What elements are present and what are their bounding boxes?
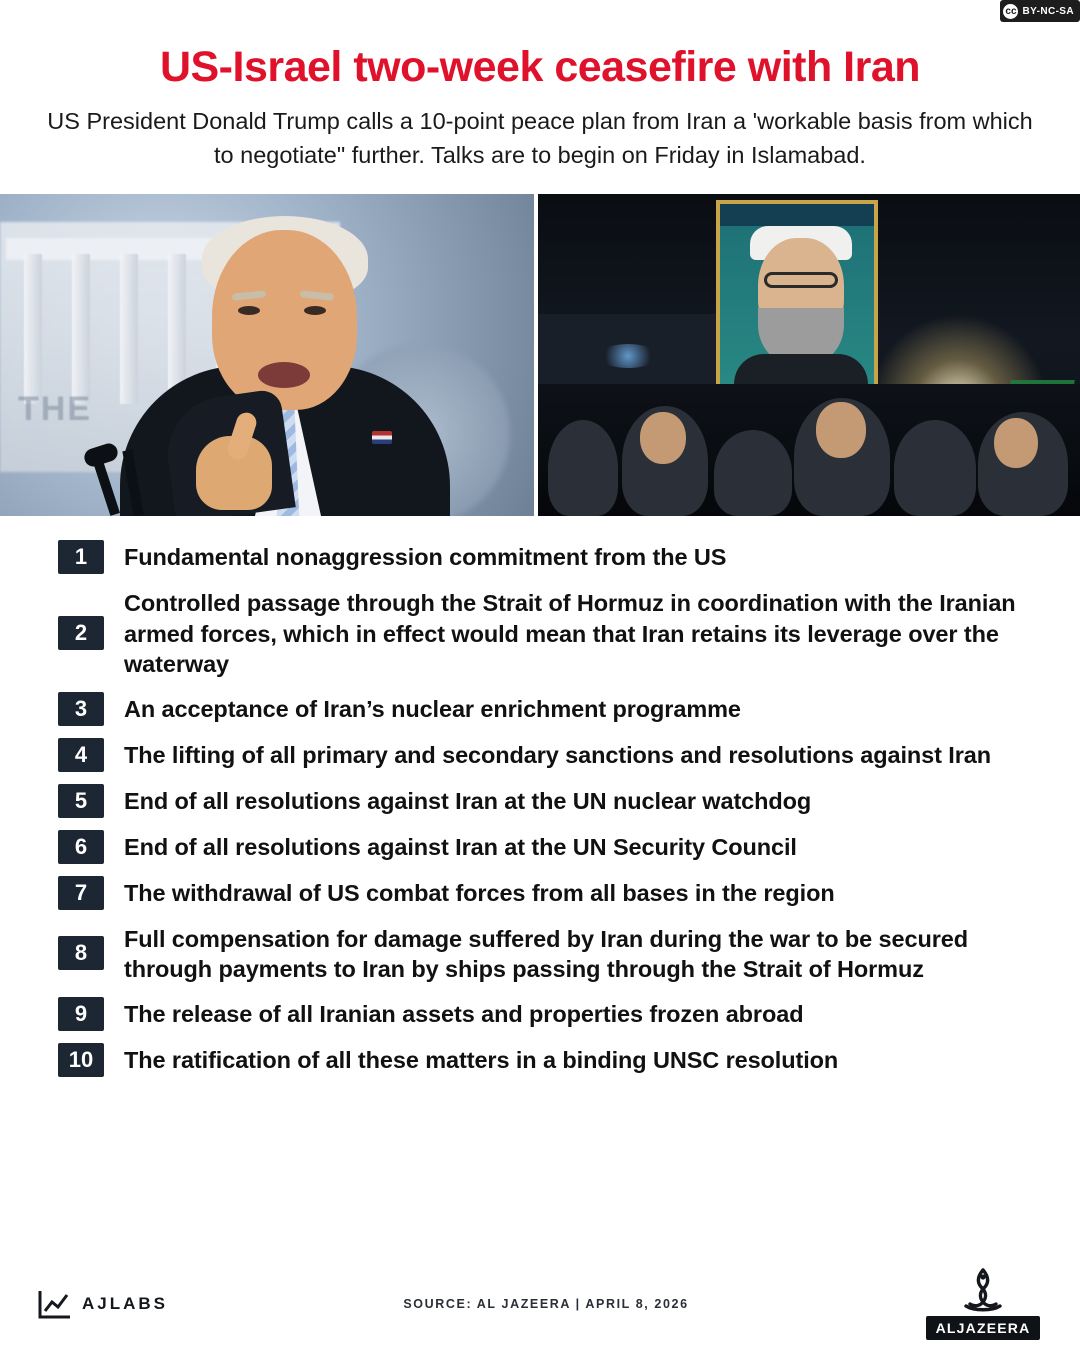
trump-press-conference-photo [0,194,534,516]
crowd-face [640,412,686,464]
point-text: Full compensation for damage suffered by Iran during the war to be secured through payments to Iran by ships passing through the Strait of Hormuz [124,925,968,983]
street-light-blue [598,344,658,368]
poster-header-band [720,204,874,226]
facade-lettering: THE [18,390,92,429]
list-item [58,830,1052,864]
eye-left [238,306,260,315]
point-number: 10 [58,1043,104,1077]
column-2 [72,254,90,404]
crowd-figure [714,430,792,516]
list-item [58,586,1052,680]
point-text: The ratification of all these matters in a binding UNSC resolution [124,1046,839,1073]
cc-icon: cc [1005,5,1017,17]
photo-strip [0,194,1080,516]
list-item [58,738,1052,772]
ajlabs-logo [38,1289,168,1319]
list-item [58,922,1052,985]
flag-lapel-pin-icon [372,431,392,444]
crowd [538,384,1080,516]
list-item [58,876,1052,910]
crowd-face [994,418,1038,468]
point-number: 9 [58,997,104,1031]
crowd-face [816,402,866,458]
list-item [58,997,1052,1031]
ajlabs-wordmark: AJLABS [82,1294,169,1313]
point-text: Controlled passage through the Strait of Hormuz in coordination with the Iranian armed forces, which in effect would mean that Iran retains its leverage over the waterway [124,590,1016,678]
point-number: 2 [58,616,104,650]
cc-license-label: BY-NC-SA [1022,5,1074,17]
list-item [58,692,1052,726]
list-item [58,540,1052,574]
header [0,0,1080,172]
crowd-figure [894,420,976,516]
peace-plan-points-list [0,516,1080,1077]
creative-commons-badge [1000,0,1080,22]
point-number: 8 [58,936,104,970]
point-text: The release of all Iranian assets and properties frozen abroad [124,1000,804,1027]
glasses-icon [764,272,838,288]
point-number: 4 [58,738,104,772]
column-3 [120,254,138,404]
eye-right [304,306,326,315]
crowd-figure [548,420,618,516]
point-number: 6 [58,830,104,864]
aljazeera-swirl-icon [954,1268,1012,1312]
point-text: End of all resolutions against Iran at the UN Security Council [124,833,797,860]
aljazeera-wordmark: ALJAZEERA [926,1316,1041,1340]
point-number: 3 [58,692,104,726]
list-item [58,1043,1052,1077]
point-text: The withdrawal of US combat forces from all bases in the region [124,879,835,906]
column-1 [24,254,42,404]
point-number: 1 [58,540,104,574]
page-subtitle: US President Donald Trump calls a 10-point peace plan from Iran a 'workable basis from which to negotiate" further. Talks are to begin on Friday in Islamabad. [47,108,1033,168]
list-item [58,784,1052,818]
point-text: Fundamental nonaggression commitment from the US [124,544,727,571]
point-text: An acceptance of Iran’s nuclear enrichment programme [124,695,741,722]
mouth [258,362,310,388]
iran-crowd-poster-photo [538,194,1080,516]
point-text: End of all resolutions against Iran at the UN nuclear watchdog [124,787,812,814]
ajlabs-chart-icon [38,1289,72,1319]
point-number: 7 [58,876,104,910]
point-text: The lifting of all primary and secondary sanctions and resolutions against Iran [124,741,992,768]
footer [0,1258,1080,1350]
page-title: US-Israel two-week ceasefire with Iran [159,43,921,91]
point-number: 5 [58,784,104,818]
al-jazeera-logo [924,1268,1042,1340]
source-credit: SOURCE: AL JAZEERA | APRIL 8, 2026 [403,1297,689,1311]
